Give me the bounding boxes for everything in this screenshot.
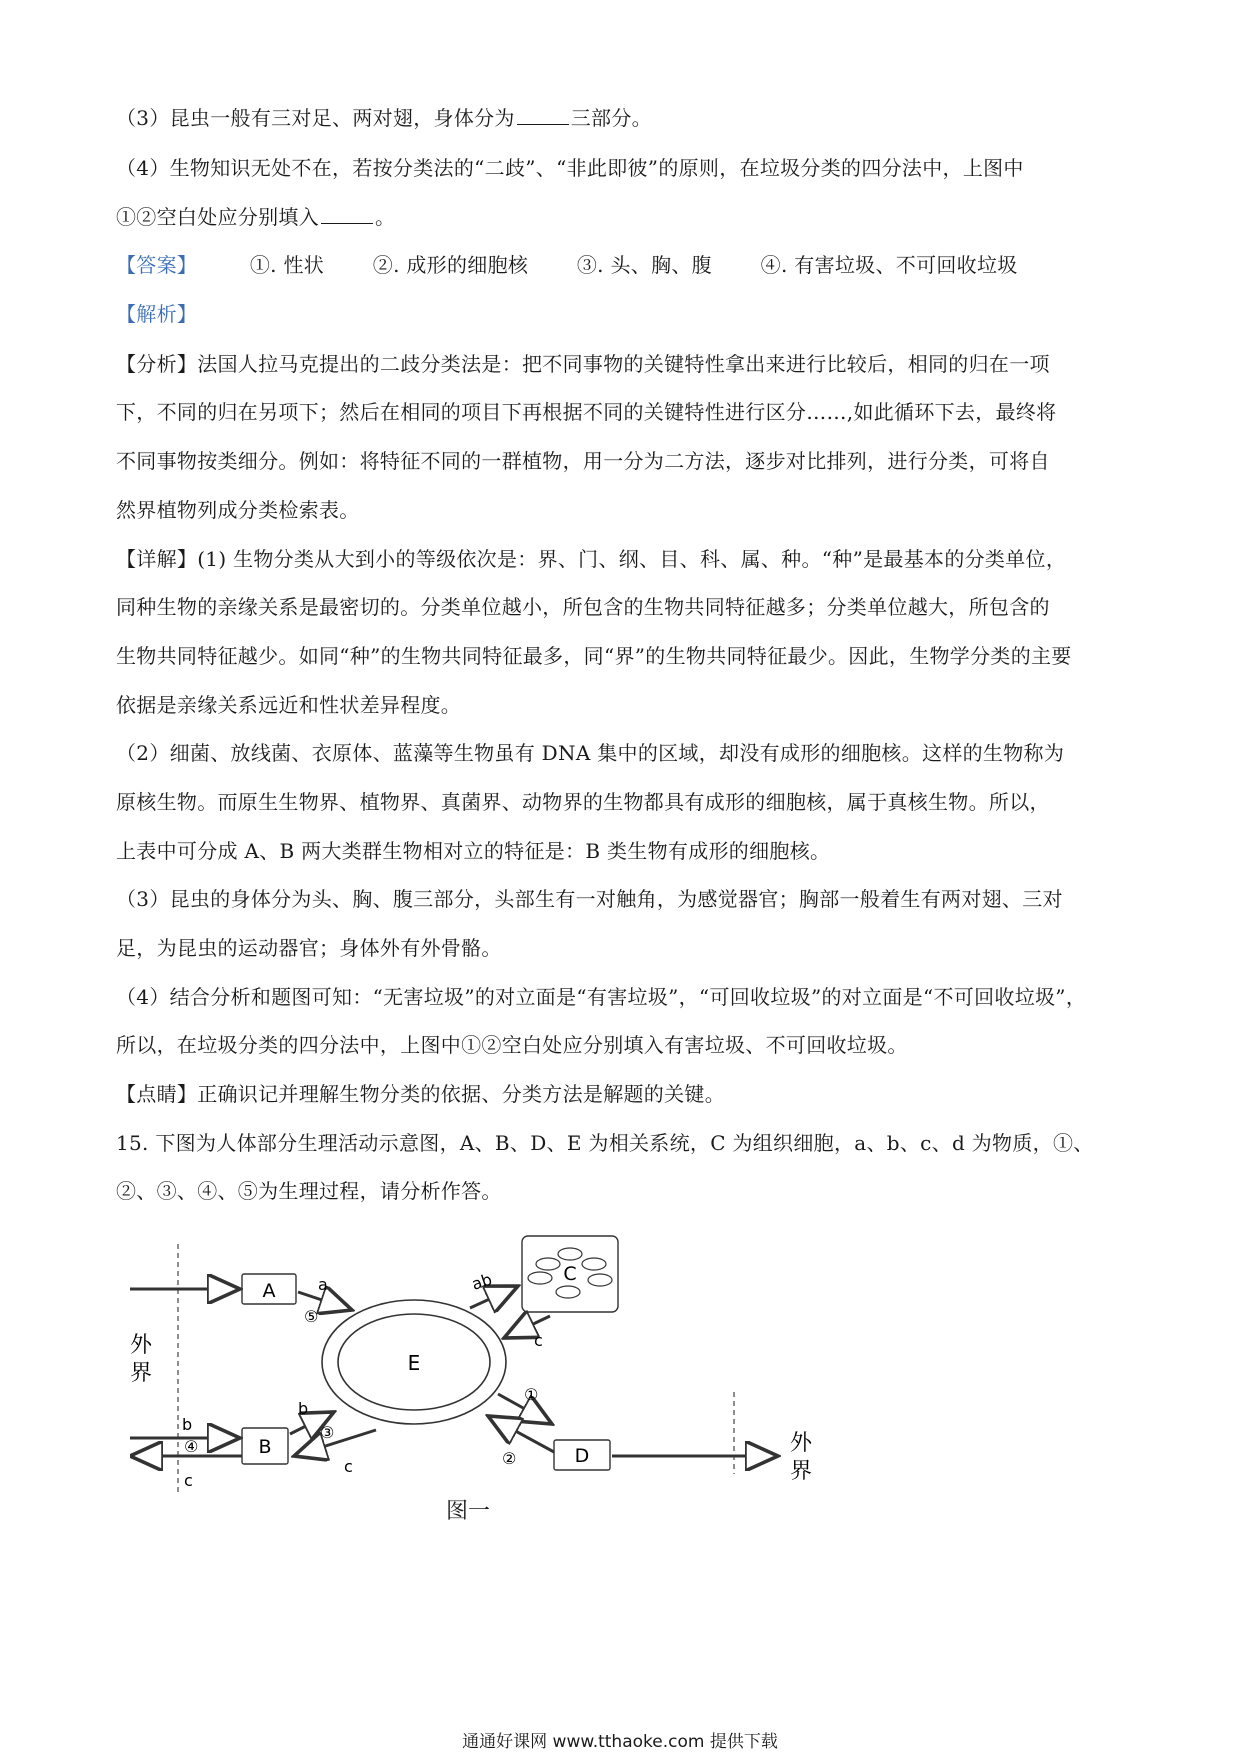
substance-c-outer-label: c — [184, 1471, 193, 1490]
analysis-line: 然界植物列成分类检索表。 — [116, 498, 360, 522]
detail-line: 同种生物的亲缘关系是最密切的。分类单位越小，所包含的生物共同特征越多；分类单位越大，所包含的 — [116, 595, 1050, 619]
arrow-c-to-e — [504, 1316, 550, 1338]
question-15-line: 15. 下图为人体部分生理活动示意图，A、B、D、E 为相关系统，C 为组织细胞，a、b、c、d 为物质，①、 — [116, 1131, 1094, 1155]
process-5-label: ⑤ — [304, 1307, 319, 1326]
figure-caption: 图一 — [446, 1499, 491, 1524]
cell-shape — [558, 1248, 582, 1260]
arrow-d-to-e — [488, 1416, 554, 1452]
detail-line: 【详解】(1) 生物分类从大到小的等级依次是：界、门、纲、目、科、属、种。“种”是最基本的分类单位， — [116, 547, 1067, 571]
detail-line: 生物共同特征越少。如同“种”的生物共同特征最多，同“界”的生物共同特征最少。因此，生物学分类的主要 — [116, 644, 1072, 668]
arrow-e-to-b — [294, 1430, 376, 1456]
comment-line: 【点睛】正确识记并理解生物分类的依据、分类方法是解题的关键。 — [116, 1082, 725, 1106]
page-footer: 通通好课网 www.tthaoke.com 提供下载 — [462, 1732, 778, 1752]
analysis-line: 【分析】法国人拉马克提出的二歧分类法是：把不同事物的关键特性拿出来进行比较后，相同的归在一项 — [116, 352, 1050, 376]
process-2-label: ② — [502, 1449, 517, 1468]
cell-shape — [588, 1274, 612, 1286]
answer-blank — [517, 104, 569, 125]
detail-line: 足，为昆虫的运动器官；身体外有外骨骼。 — [116, 936, 502, 960]
detail-line: 原核生物。而原生生物界、植物界、真菌界、动物界的生物都具有成形的细胞核，属于真核生物。所以， — [116, 790, 1050, 814]
substance-ab-label: ab — [469, 1269, 495, 1294]
system-b-label: B — [258, 1436, 272, 1458]
answer-blank — [321, 203, 373, 224]
analysis-line: 不同事物按类细分。例如：将特征不同的一群植物，用一分为二方法，逐步对比排列，进行分类，可将自 — [116, 449, 1050, 473]
detail-line: （3）昆虫的身体分为头、胸、腹三部分，头部生有一对触角，为感觉器官；胸部一般着生有两对翅、三对 — [116, 887, 1063, 911]
answer-item: ①. 性状 — [249, 253, 325, 277]
substance-c-label: c — [534, 1331, 543, 1350]
detail-line: 依据是亲缘关系远近和性状差异程度。 — [116, 693, 462, 717]
question-3-line: （3）昆虫一般有三对足、两对翅，身体分为 三部分。 — [116, 106, 652, 130]
answer-item: ②. 成形的细胞核 — [372, 253, 529, 277]
detail-line: （2）细菌、放线菌、衣原体、蓝藻等生物虽有 DNA 集中的区域，却没有成形的细胞核。这样的生物称为 — [116, 741, 1065, 765]
process-1-label: ① — [524, 1385, 539, 1404]
analysis-line: 下，不同的归在另项下；然后在相同的项目下再根据不同的关键特性进行区分……,如此循环下去，最终将 — [116, 400, 1057, 424]
outside-left-label: 外 — [130, 1333, 153, 1358]
system-e-label: E — [407, 1351, 421, 1375]
physiology-diagram — [130, 1234, 850, 1534]
substance-c-inner-label: c — [344, 1457, 353, 1476]
process-4-label: ④ — [184, 1437, 199, 1456]
outside-right-label: 外 — [790, 1431, 813, 1456]
outside-right-label: 界 — [790, 1459, 813, 1484]
cell-shape — [556, 1286, 580, 1298]
cell-shape — [536, 1258, 560, 1270]
question-15-line: ②、③、④、⑤为生理过程，请分析作答。 — [116, 1179, 502, 1203]
answer-row — [116, 241, 1136, 290]
cell-shape — [582, 1258, 606, 1270]
answer-item: ③. 头、胸、腹 — [576, 253, 712, 277]
question-4-line-2: ①②空白处应分别填入 。 — [116, 205, 396, 229]
system-d-label: D — [574, 1445, 590, 1467]
detail-line: （4）结合分析和题图可知：“无害垃圾”的对立面是“有害垃圾”，“可回收垃圾”的对立面是“不可回收垃圾”， — [116, 985, 1087, 1009]
detail-line: 所以，在垃圾分类的四分法中，上图中①②空白处应分别填入有害垃圾、不可回收垃圾。 — [116, 1033, 908, 1057]
answer-label: 【答案】 — [116, 253, 198, 277]
tissue-cell-label: C — [563, 1263, 577, 1285]
substance-a-label: a — [318, 1275, 328, 1294]
analysis-label: 【解析】 — [116, 302, 198, 326]
detail-line: 上表中可分成 A、B 两大类群生物相对立的特征是：B 类生物有成形的细胞核。 — [116, 839, 831, 863]
substance-b-outer-label: b — [182, 1415, 193, 1434]
cell-shape — [528, 1272, 552, 1284]
system-a-label: A — [262, 1280, 276, 1302]
substance-b-inner-label: b — [298, 1399, 309, 1418]
process-3-label: ③ — [320, 1423, 335, 1442]
outside-left-label: 界 — [130, 1361, 153, 1386]
question-4-line-1: （4）生物知识无处不在，若按分类法的“二歧”、“非此即彼”的原则，在垃圾分类的四分法中，上图中 — [116, 156, 1024, 180]
answer-item: ④. 有害垃圾、不可回收垃圾 — [760, 253, 1018, 277]
